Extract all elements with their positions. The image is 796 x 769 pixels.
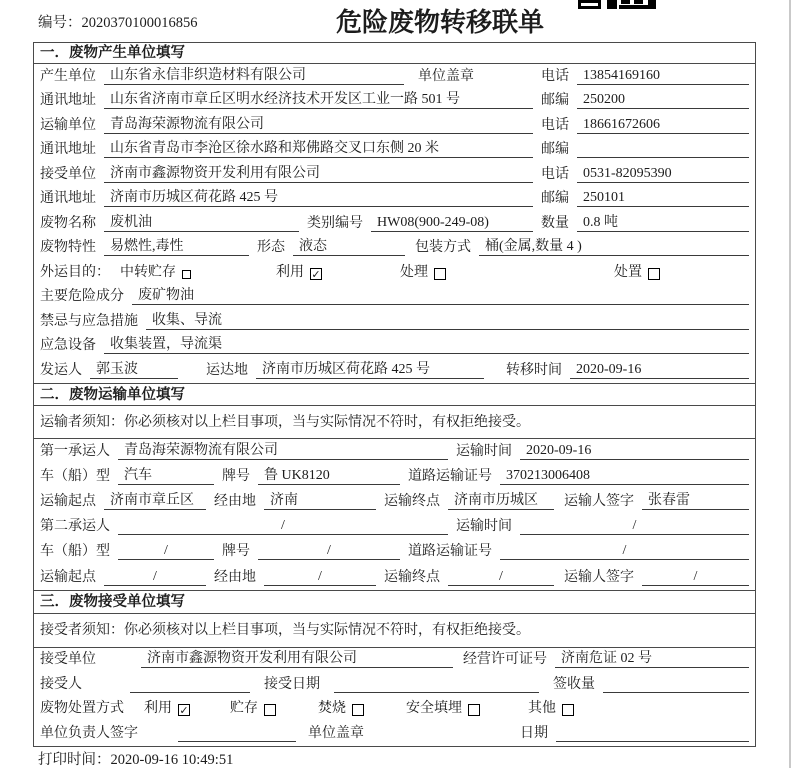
route2-row bbox=[34, 564, 755, 589]
carrier1-label: 第一承运人 bbox=[40, 443, 110, 459]
page-edge-divider bbox=[789, 0, 791, 768]
receipt-amount-label: 签收量 bbox=[553, 676, 595, 692]
purpose-dispose-label: 处置 bbox=[614, 264, 642, 280]
end1-value: 济南市历城区 bbox=[448, 489, 554, 510]
qr-code-fragment-icon bbox=[578, 0, 656, 9]
head-signature-label: 单位负责人签字 bbox=[40, 725, 138, 741]
receiver-address-value: 济南市历城区荷花路 425 号 bbox=[104, 187, 533, 208]
carrier2-value: / bbox=[118, 518, 448, 535]
doc-number bbox=[38, 11, 198, 32]
manifest-form-table bbox=[33, 42, 756, 747]
head-signature-value bbox=[178, 726, 296, 742]
transport-time1-label: 运输时间 bbox=[456, 443, 512, 459]
taboo-measures-label: 禁忌与应急措施 bbox=[40, 313, 138, 329]
transport-time2-label: 运输时间 bbox=[456, 519, 512, 535]
waste-category-value: HW08(900-249-08) bbox=[371, 215, 533, 232]
vehicle1-row bbox=[34, 464, 755, 489]
shipper-value: 郭玉波 bbox=[90, 358, 178, 379]
accept-person-row bbox=[34, 672, 755, 697]
waste-name-value: 废机油 bbox=[104, 211, 299, 232]
print-time-label: 打印时间： bbox=[38, 752, 111, 768]
transporter-notice: 运输者须知：你必须核对以上栏目事项，当与实际情况不符时，有权拒绝接受。 bbox=[34, 406, 755, 439]
waste-form-value: 液态 bbox=[293, 236, 405, 257]
transporter-phone-label: 电话 bbox=[541, 117, 569, 133]
emergency-equipment-value: 收集装置，导流渠 bbox=[104, 334, 749, 355]
end2-value: / bbox=[448, 569, 554, 586]
doc-number-value: 2020370100016856 bbox=[81, 15, 198, 31]
transporter-phone-value: 18661672606 bbox=[577, 117, 749, 134]
carrier-sign1-value: 张春雷 bbox=[642, 489, 749, 510]
emergency-equipment-row bbox=[34, 334, 755, 359]
packing-label: 包装方式 bbox=[415, 240, 471, 255]
producer-unit-value: 山东省永信非织造材料有限公司 bbox=[104, 64, 404, 85]
unit-seal2-label: 单位盖章 bbox=[308, 725, 364, 741]
doc-number-label: 编号： bbox=[38, 15, 82, 31]
disposal-storage-checkbox bbox=[264, 704, 276, 716]
shipper-row bbox=[34, 358, 755, 383]
carrier-sign2-value: / bbox=[642, 569, 749, 586]
waste-name-label: 废物名称 bbox=[40, 215, 96, 231]
disposal-storage-label: 贮存 bbox=[230, 701, 258, 717]
transport-time2-value: / bbox=[520, 518, 749, 535]
emergency-equipment-label: 应急设备 bbox=[40, 338, 96, 353]
vehicle2-row bbox=[34, 539, 755, 564]
receiver-address-row bbox=[34, 187, 755, 212]
receiver-zip-label: 邮编 bbox=[541, 191, 569, 206]
transfer-purpose-label: 外运目的： bbox=[40, 264, 110, 280]
producer-unit-label: 产生单位 bbox=[40, 68, 96, 84]
receiver-phone-label: 电话 bbox=[541, 166, 569, 182]
receiver-unit-label: 接受单位 bbox=[40, 166, 96, 182]
producer-zip-label: 邮编 bbox=[541, 93, 569, 108]
transfer-time-label: 转移时间 bbox=[506, 362, 562, 378]
via1-label: 经由地 bbox=[214, 494, 256, 510]
hazard-component-value: 废矿物油 bbox=[132, 285, 749, 306]
accept-date-value bbox=[334, 677, 539, 693]
plate1-label: 牌号 bbox=[222, 468, 250, 484]
seal-date-label: 日期 bbox=[520, 725, 548, 741]
purpose-utilize-checkbox: ✓ bbox=[311, 267, 321, 281]
disposal-landfill-label: 安全填埋 bbox=[406, 701, 462, 717]
plate1-value: 鲁 UK8120 bbox=[258, 464, 400, 485]
vehicle2-type-label: 车（船）型 bbox=[40, 544, 110, 560]
carrier2-label: 第二承运人 bbox=[40, 519, 110, 535]
origin1-value: 济南市章丘区 bbox=[104, 489, 206, 510]
purpose-treat-checkbox bbox=[434, 268, 446, 280]
producer-address-label: 通讯地址 bbox=[40, 93, 96, 108]
section-2-heading: 二．废物运输单位填写 bbox=[34, 383, 755, 406]
vehicle2-type-value: / bbox=[118, 543, 214, 560]
disposal-landfill-checkbox bbox=[468, 704, 480, 716]
purpose-dispose-checkbox bbox=[648, 268, 660, 280]
disposal-method-label: 废物处置方式 bbox=[40, 701, 124, 717]
waste-character-label: 废物特性 bbox=[40, 240, 96, 255]
waste-name-row bbox=[34, 211, 755, 236]
license-value: 济南危证 02 号 bbox=[555, 648, 749, 669]
producer-address-value: 山东省济南市章丘区明水经济技术开发区工业一路 501 号 bbox=[104, 89, 533, 110]
unit-seal-label: 单位盖章 bbox=[418, 68, 474, 84]
producer-address-row bbox=[34, 89, 755, 114]
receiver-unit-value: 济南市鑫源物资开发利用有限公司 bbox=[104, 162, 533, 183]
receiver-phone-value: 0531-82095390 bbox=[577, 166, 749, 183]
end1-label: 运输终点 bbox=[384, 494, 440, 510]
producer-zip-value: 250200 bbox=[577, 92, 749, 109]
accept-person-label: 接受人 bbox=[40, 676, 82, 692]
purpose-treat-label: 处理 bbox=[400, 264, 428, 280]
waste-category-label: 类别编号 bbox=[307, 215, 363, 231]
print-time-value: 2020-09-16 10:49:51 bbox=[110, 752, 234, 768]
hazard-component-label: 主要危险成分 bbox=[40, 289, 124, 304]
transporter-zip-label: 邮编 bbox=[541, 142, 569, 157]
purpose-utilize-label: 利用 bbox=[276, 264, 304, 280]
seal-date-value bbox=[556, 726, 749, 742]
destination-value: 济南市历城区荷花路 425 号 bbox=[256, 358, 484, 379]
accept-unit-label: 接受单位 bbox=[40, 652, 96, 668]
disposal-utilize-checkbox: ✓ bbox=[179, 704, 189, 718]
accept-unit-value: 济南市鑫源物资开发利用有限公司 bbox=[141, 648, 453, 669]
road-permit2-value: / bbox=[500, 543, 749, 560]
producer-phone-value: 13854169160 bbox=[577, 68, 749, 85]
destination-label: 运达地 bbox=[206, 362, 248, 378]
hazard-component-row bbox=[34, 285, 755, 310]
head-signature-row bbox=[34, 721, 755, 746]
transporter-address-row bbox=[34, 138, 755, 163]
transport-time1-value: 2020-09-16 bbox=[520, 443, 749, 460]
end2-label: 运输终点 bbox=[384, 569, 440, 585]
vehicle1-type-value: 汽车 bbox=[118, 464, 214, 485]
accept-unit-row bbox=[34, 648, 755, 673]
vehicle1-type-label: 车（船）型 bbox=[40, 468, 110, 484]
plate2-value: / bbox=[258, 543, 400, 560]
transfer-time-value: 2020-09-16 bbox=[570, 362, 749, 379]
transporter-unit-value: 青岛海荣源物流有限公司 bbox=[104, 113, 533, 134]
accept-person-value bbox=[130, 677, 250, 693]
accept-date-label: 接受日期 bbox=[264, 676, 320, 692]
shipper-label: 发运人 bbox=[40, 362, 82, 378]
receiver-address-label: 通讯地址 bbox=[40, 191, 96, 206]
waste-form-label: 形态 bbox=[257, 240, 285, 255]
section-1-heading: 一．废物产生单位填写 bbox=[34, 43, 755, 64]
via2-label: 经由地 bbox=[214, 569, 256, 585]
receiver-zip-value: 250101 bbox=[577, 190, 749, 207]
taboo-measures-value: 收集、导流 bbox=[146, 309, 749, 330]
road-permit1-value: 370213006408 bbox=[500, 468, 749, 485]
transporter-address-label: 通讯地址 bbox=[40, 142, 96, 157]
road-permit1-label: 道路运输证号 bbox=[408, 468, 492, 484]
via1-value: 济南 bbox=[264, 489, 376, 510]
route1-row bbox=[34, 489, 755, 514]
packing-value: 桶(金属,数量 4 ) bbox=[479, 236, 749, 257]
waste-qty-value: 0.8 吨 bbox=[577, 211, 749, 232]
producer-phone-label: 电话 bbox=[541, 68, 569, 84]
transfer-purpose-row bbox=[34, 260, 755, 285]
receiver-unit-row bbox=[34, 162, 755, 187]
carrier-sign1-label: 运输人签字 bbox=[564, 494, 634, 510]
disposal-incinerate-checkbox bbox=[352, 704, 364, 716]
disposal-other-checkbox bbox=[562, 704, 574, 716]
origin2-label: 运输起点 bbox=[40, 569, 96, 585]
page-title: 危险废物转移联单 bbox=[335, 7, 545, 37]
waste-qty-label: 数量 bbox=[541, 215, 569, 231]
transporter-unit-label: 运输单位 bbox=[40, 117, 96, 133]
plate2-label: 牌号 bbox=[222, 544, 250, 560]
license-label: 经营许可证号 bbox=[463, 652, 547, 668]
print-time bbox=[38, 748, 233, 769]
transporter-zip-value bbox=[577, 142, 749, 158]
waste-character-row bbox=[34, 236, 755, 261]
receipt-amount-value bbox=[603, 677, 749, 693]
disposal-other-label: 其他 bbox=[528, 701, 556, 717]
section-3-heading: 三．废物接受单位填写 bbox=[34, 590, 755, 614]
carrier-sign2-label: 运输人签字 bbox=[564, 569, 634, 585]
taboo-measures-row bbox=[34, 309, 755, 334]
transporter-address-value: 山东省青岛市李沧区徐水路和郑佛路交叉口东侧 20 米 bbox=[104, 138, 533, 159]
purpose-transit-storage-label: 中转贮存 bbox=[120, 264, 176, 280]
disposal-utilize-label: 利用 bbox=[144, 701, 172, 717]
carrier2-row bbox=[34, 514, 755, 539]
producer-unit-row bbox=[34, 64, 755, 89]
origin2-value: / bbox=[104, 569, 206, 586]
waste-character-value: 易燃性,毒性 bbox=[104, 236, 249, 257]
disposal-incinerate-label: 焚烧 bbox=[318, 701, 346, 717]
disposal-method-row bbox=[34, 697, 755, 722]
via2-value: / bbox=[264, 569, 376, 586]
transporter-unit-row bbox=[34, 113, 755, 138]
road-permit2-label: 道路运输证号 bbox=[408, 544, 492, 560]
origin1-label: 运输起点 bbox=[40, 494, 96, 510]
carrier1-value: 青岛海荣源物流有限公司 bbox=[118, 439, 448, 460]
purpose-transit-storage-checkbox bbox=[182, 270, 191, 279]
carrier1-row bbox=[34, 439, 755, 464]
receiver-notice: 接受者须知：你必须核对以上栏目事项，当与实际情况不符时，有权拒绝接受。 bbox=[34, 614, 755, 648]
